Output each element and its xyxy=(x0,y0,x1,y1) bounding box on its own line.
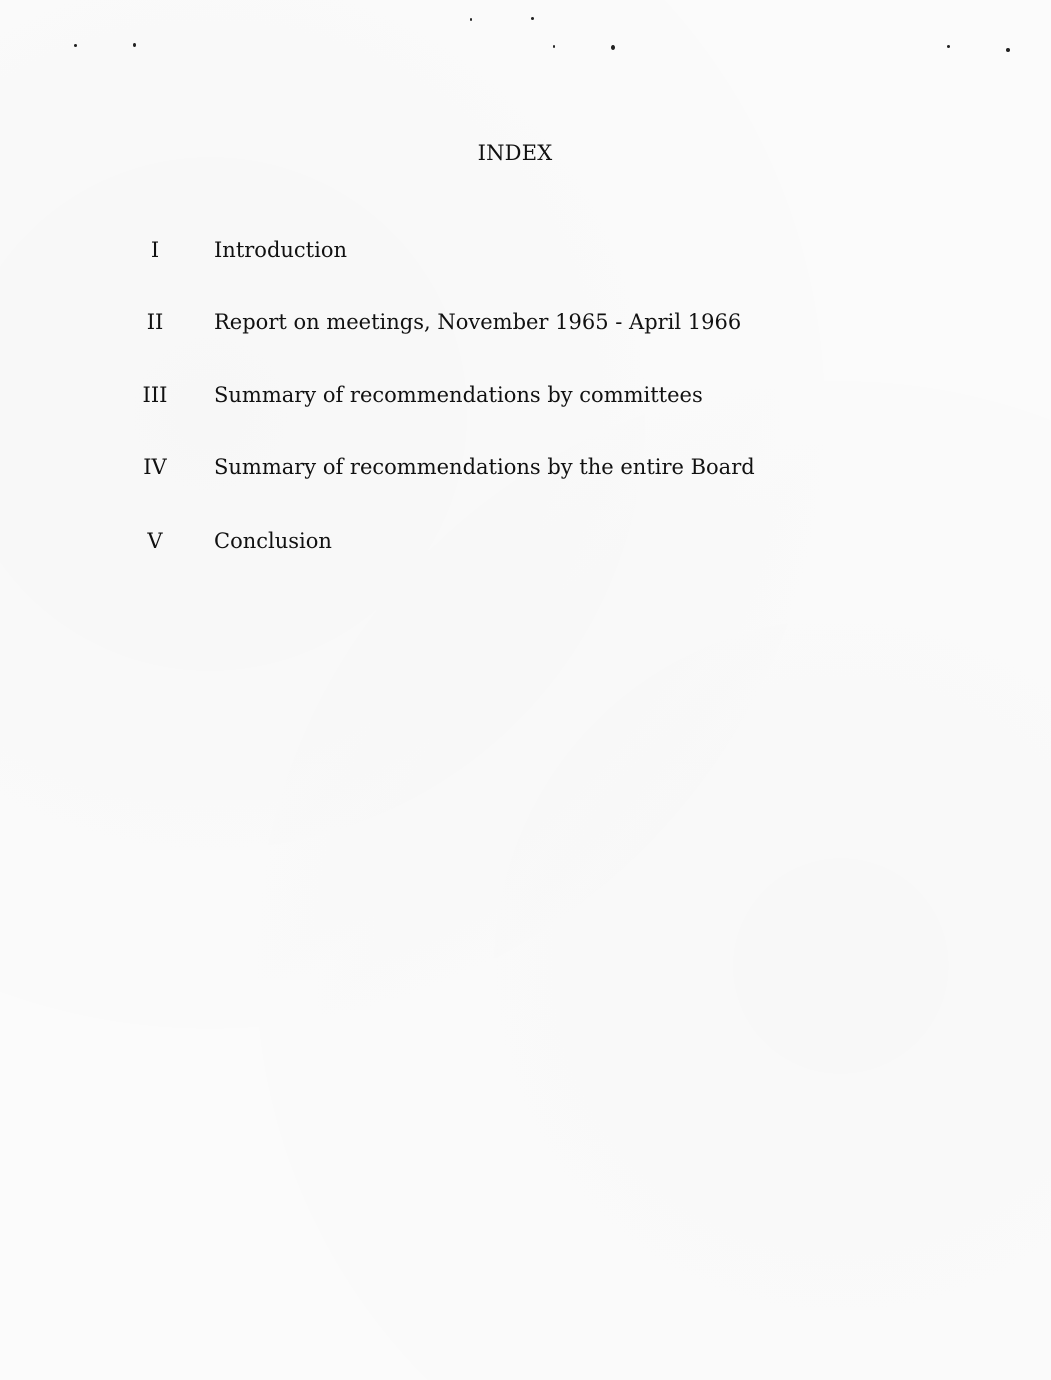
entry-title: Conclusion xyxy=(214,529,332,553)
index-entry-3 xyxy=(0,383,1051,413)
entry-numeral: III xyxy=(142,383,168,407)
scan-speck xyxy=(947,45,950,48)
scan-speck xyxy=(611,45,615,50)
entry-title: Report on meetings, November 1965 - April 1966 xyxy=(214,310,742,334)
entry-numeral: I xyxy=(150,238,160,262)
index-entry-5 xyxy=(0,529,1051,559)
entry-title: Summary of recommendations by the entire Board xyxy=(214,455,755,479)
scan-speck xyxy=(133,43,136,47)
index-entry-4 xyxy=(0,455,1051,485)
entry-numeral: II xyxy=(146,310,164,334)
index-entry-1 xyxy=(0,238,1051,268)
scan-speck xyxy=(553,45,555,48)
scan-speck xyxy=(1006,48,1010,52)
scan-speck xyxy=(470,18,472,21)
entry-numeral: V xyxy=(147,529,163,553)
scan-speck xyxy=(531,17,534,20)
scan-speck xyxy=(74,44,77,47)
entry-title: Introduction xyxy=(214,238,347,262)
index-entry-2 xyxy=(0,310,1051,340)
entry-numeral: IV xyxy=(143,455,167,479)
entry-title: Summary of recommendations by committees xyxy=(214,383,703,407)
index-title: INDEX xyxy=(477,141,553,165)
